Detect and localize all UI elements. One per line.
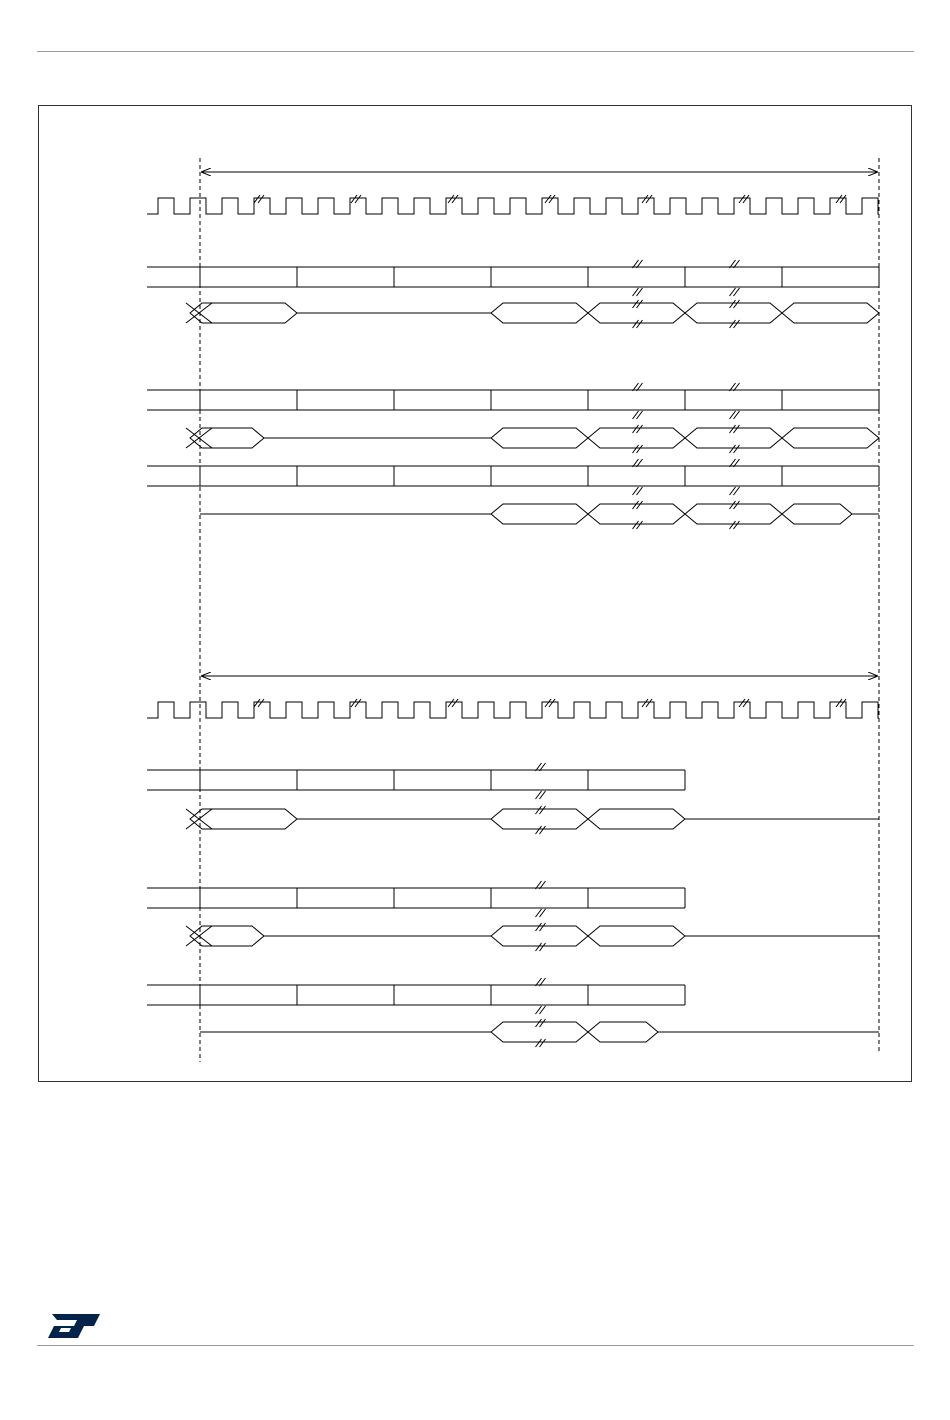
signal-data-hexagon [491,504,588,524]
signal-data-hexagon [588,303,685,323]
signal-data-hexagon [782,428,879,448]
signal-data-hexagon [588,504,685,524]
signal-data-hexagon [491,809,588,829]
clock-waveform [147,198,879,214]
signal-data-hexagon [190,303,297,323]
signal-data-hexagon [782,504,852,524]
signal-data-hexagon [588,926,685,946]
signal-data-hexagon [190,428,264,448]
signal-data-hexagon [491,926,588,946]
signal-data-hexagon [782,303,879,323]
signal-data-hexagon [685,428,782,448]
signal-data-hexagon [491,303,588,323]
signal-data-hexagon [588,809,685,829]
clock-waveform [147,702,879,718]
signal-data-hexagon [685,303,782,323]
signal-data-hexagon [190,926,264,946]
signal-data-hexagon [685,504,782,524]
signal-data-hexagon [588,428,685,448]
signal-data-hexagon [491,1022,588,1042]
signal-data-hexagon [190,809,297,829]
st-logo [44,1310,104,1342]
footer-rule [37,1345,914,1346]
signal-data-hexagon [588,1022,658,1042]
signal-data-hexagon [491,428,588,448]
